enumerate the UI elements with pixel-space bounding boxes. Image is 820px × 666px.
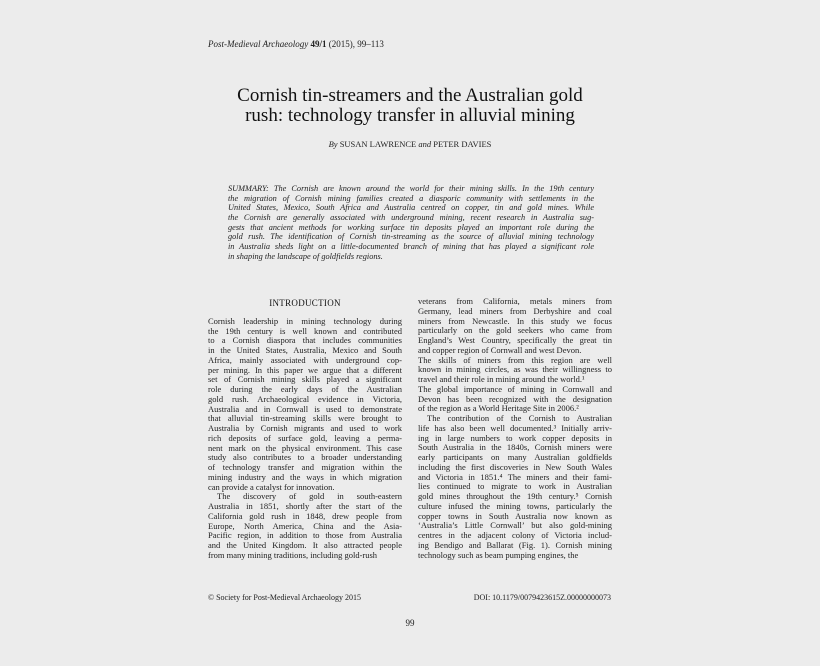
text-line: and the United Kingdom. It also attracted people (208, 541, 402, 550)
text-line: of the region as a World Heritage Site in 2006.² (418, 404, 579, 414)
text-line: that alluvial tin-streaming skills were brought to (208, 414, 402, 424)
text-line: of technology transfer and migration within the (208, 463, 402, 472)
text-line: Devon has been recognized with the designation (418, 394, 612, 404)
text-line: Europe, North America, China and the Asia- (208, 521, 402, 531)
text-line: known in mining circles, as was their willingness to (418, 365, 612, 375)
text-line: gests that ancient methods for working surface tin deposits played an important role during the (228, 222, 594, 232)
text-line: mining industry and the ways in which migration (208, 472, 402, 482)
byline-and: and (418, 139, 432, 149)
text-line: gold rush. The identification of Cornish tin-streaming as the source of alluvial mining technology (228, 232, 594, 242)
author-2: PETER DAVIES (433, 139, 492, 149)
page-number: 99 (405, 618, 415, 628)
text-line: the Cornish are generally associated with underground mining, recent research in Australia sug- (228, 212, 594, 222)
text-line: lies continued to migrate to work in Australian (418, 482, 612, 492)
text-line: the 19th century is well known and contributed (208, 326, 402, 336)
text-line: role during the early days of the Australian (208, 385, 402, 394)
body-column-right (418, 297, 612, 560)
title-line-1: Cornish tin-streamers and the Australian gold (237, 85, 583, 106)
text-line: in shaping the landscape of goldfields regions. (228, 251, 383, 261)
article-title (200, 86, 620, 126)
journal-year-pages: (2015), 99–113 (328, 39, 384, 49)
text-line: study also contributes to a broader understanding (208, 453, 402, 463)
text-line: Africa, mainly associated with underground cop- (208, 355, 402, 365)
text-line: Australia in 1851, shortly after the start of the (208, 502, 402, 511)
text-line: in Australia sheds light on a little-documented branch of mining that has played a significant role (228, 241, 594, 251)
text-line: rich deposits of surface gold, leaving a perma- (208, 433, 402, 443)
text-line: the migration of Cornish mining families created a diasporic community with settlements in the (228, 193, 594, 203)
text-line: life has also been well documented.³ Initially arriv- (418, 423, 612, 433)
text-line: particularly on the gold seekers who came from (418, 326, 612, 336)
text-line: Pacific region, in addition to those from Australia (208, 531, 402, 541)
byline-by: By (328, 139, 338, 149)
text-line: Cornish leadership in mining technology during (208, 316, 402, 326)
doi-reference: DOI: 10.1179/0079423615Z.00000000073 (473, 593, 611, 602)
text-line: The discovery of gold in south-eastern (217, 492, 402, 502)
text-line: Australia and in Cornwall is used to demonstrate (208, 404, 402, 414)
text-line: early participants on many Australian goldfields (418, 453, 612, 462)
summary-abstract (228, 184, 594, 261)
text-line: culture infused the mining towns, particularly the (418, 501, 612, 511)
text-line: from many mining traditions, including gold-rush (208, 550, 378, 560)
text-line: set of Cornish mining skills played a significant (208, 375, 402, 385)
text-line: gold mines throughout the 19th century.⁵ Cornish (418, 492, 612, 501)
text-line: miners from Newcastle. In this study we focus (418, 316, 612, 326)
text-line: The skills of miners from this region are well (418, 355, 612, 365)
text-line: South Australia in the 1840s, Cornish miners were (418, 443, 612, 453)
section-heading-introduction: INTRODUCTION (269, 298, 341, 308)
text-line: including the first discoveries in New South Wales (418, 462, 612, 472)
text-line: veterans from California, metals miners from (418, 297, 612, 306)
text-line: ing Bendigo and Ballarat (Fig. 1). Cornish mining (418, 540, 612, 550)
text-line: travel and their role in mining around the world.¹ (418, 375, 585, 384)
text-line: technology such as beam pumping engines, the (418, 550, 579, 560)
text-line: England’s West Country, specifically the great tin (418, 336, 612, 345)
text-line: and copper region of Cornwall and west Devon. (418, 345, 582, 355)
text-line: nent mark on the physical environment. This case (208, 443, 402, 453)
author-1: SUSAN LAWRENCE (339, 139, 417, 149)
text-line: centres in the adjacent colony of Victoria includ- (418, 531, 612, 540)
text-line: ing in large numbers to work copper deposits in (418, 433, 612, 443)
body-column-left (208, 297, 402, 561)
text-line: gold rush. Archaeological evidence in Victoria, (208, 394, 402, 404)
text-line: in the United States, Australia, Mexico and South (208, 346, 402, 355)
text-line: The global importance of mining in Cornwall and (418, 384, 612, 394)
text-line: Australia by Cornish migrants and used to work (208, 424, 402, 433)
author-byline (200, 139, 620, 149)
title-line-2: rush: technology transfer in alluvial mining (245, 105, 575, 126)
text-line: The contribution of the Cornish to Australian (427, 414, 612, 423)
journal-name: Post-Medieval Archaeology (208, 39, 309, 49)
text-line: per mining. In this paper we argue that a different (208, 365, 402, 375)
journal-citation (208, 39, 384, 49)
text-line: to a Cornish diaspora that includes communities (208, 336, 402, 346)
text-line: Germany, lead miners from Derbyshire and coal (418, 306, 612, 316)
text-line: SUMMARY: The Cornish are known around the world for their mining skills. In the 19th century (228, 184, 594, 193)
text-line: United States, Mexico, South Africa and Australia centred on copper, tin and gold mines. While (228, 203, 594, 213)
copyright-notice: © Society for Post-Medieval Archaeology 2015 (208, 593, 361, 602)
journal-volume: 49/1 (310, 39, 327, 49)
text-line: copper towns in South Australia now known as (418, 511, 612, 521)
text-line: ‘Australia’s Little Cornwall’ but also gold-mining (418, 521, 612, 531)
text-line: California gold rush in 1848, drew people from (208, 511, 402, 521)
text-line: can provide a catalyst for innovation. (208, 482, 335, 492)
text-line: and Victoria in 1851.⁴ The miners and their fami- (418, 472, 612, 482)
